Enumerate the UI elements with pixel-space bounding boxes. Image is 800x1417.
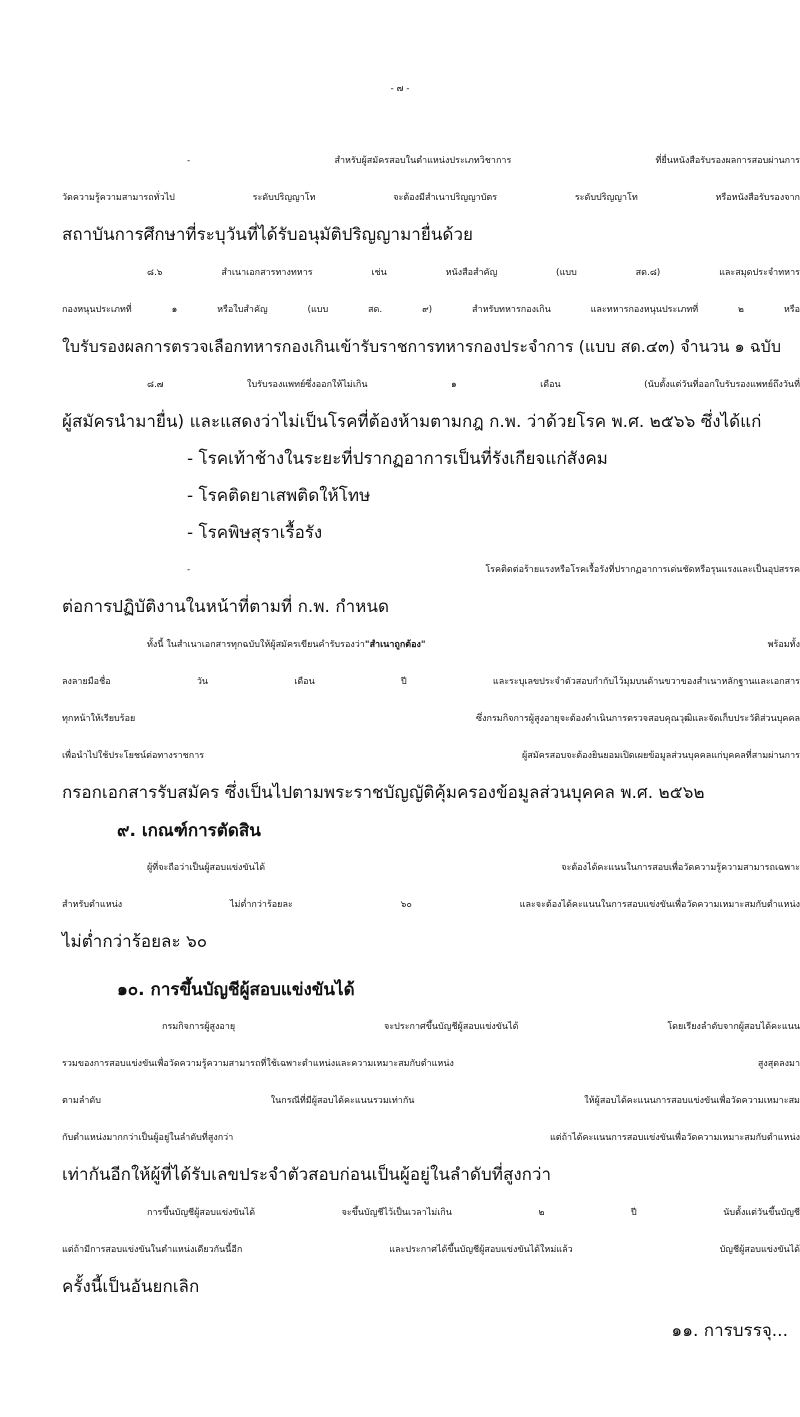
continuation-note: ๑๑. การบรรจุ... xyxy=(671,1321,788,1341)
paragraph-line: เท่ากันอีกให้ผู้ที่ได้รับเลขประจำตัวสอบก่อนเป็นผู้อยู่ในลำดับที่สูงกว่า xyxy=(62,1165,551,1185)
paragraph-line: ทุกหน้าให้เรียบร้อย ซึ่งกรมกิจการผู้สูงอายุจะต้องดำเนินการตรวจสอบคุณวุฒิและจัดเก็บประวัติส่วนบุคคล xyxy=(62,714,800,724)
paragraph-line: ตามลำดับ ในกรณีที่มีผู้สอบได้คะแนนรวมเท่ากัน ให้ผู้สอบได้คะแนนการสอบแข่งขันเพื่อวัดความเหมาะสม xyxy=(62,1096,800,1106)
paragraph-line: สถาบันการศึกษาที่ระบุวันที่ได้รับอนุมัติปริญญามายื่นด้วย xyxy=(62,225,473,245)
paragraph-line: กรอกเอกสารรับสมัคร ซึ่งเป็นไปตามพระราชบัญญัติคุ้มครองข้อมูลส่วนบุคคล พ.ศ. ๒๕๖๒ xyxy=(62,783,705,803)
certify-line-1 xyxy=(147,634,800,656)
paragraph-line: ใบรับรองผลการตรวจเลือกทหารกองเกินเข้ารับราชการทหารกองประจำการ (แบบ สด.๔๓) จำนวน ๑ ฉบับ xyxy=(62,337,781,356)
certify-emphasis: "สำเนาถูกต้อง" xyxy=(364,640,426,650)
paragraph-line: การขึ้นบัญชีผู้สอบแข่งขันได้ จะขึ้นบัญชีไว้เป็นเวลาไม่เกิน ๒ ปี นับตั้งแต่วันขึ้นบัญชี xyxy=(147,1208,800,1218)
paragraph-line: แต่ถ้ามีการสอบแข่งขันในตำแหน่งเดียวกันนี้อีก และประกาศได้ขึ้นบัญชีผู้สอบแข่งขันได้ใหม่แล้ว บัญชีผู้สอบแข่งขันได้ xyxy=(62,1245,800,1255)
disease-item: - โรคติดยาเสพติดให้โทษ xyxy=(187,486,371,506)
certify-text-post: พร้อมทั้ง xyxy=(767,640,800,650)
paragraph-line: สำหรับตำแหน่ง ไม่ต่ำกว่าร้อยละ ๖๐ และจะต้องได้คะแนนในการสอบแข่งขันเพื่อวัดความเหมาะสมกับตำแหน่ง xyxy=(62,900,800,910)
paragraph-line: กับตำแหน่งมากกว่าเป็นผู้อยู่ในลำดับที่สูงกว่า แต่ถ้าได้คะแนนการสอบแข่งขันเพื่อวัดความเหมาะสมกับตำแหน่ง xyxy=(62,1133,800,1143)
page-number: - ๗ - xyxy=(390,84,410,94)
paragraph-line: กรมกิจการผู้สูงอายุ จะประกาศขึ้นบัญชีผู้สอบแข่งขันได้ โดยเรียงลำดับจากผู้สอบได้คะแนน xyxy=(162,1022,800,1032)
disease-item: - โรคติดต่อร้ายแรงหรือโรคเรื้อรังที่ปรากฏอาการเด่นชัดหรือรุนแรงและเป็นอุปสรรค xyxy=(187,565,800,575)
paragraph-line: ๘.๖ สำเนาเอกสารทางทหาร เช่น หนังสือสำคัญ (แบบ สด.๘) และสมุดประจำทหาร xyxy=(147,268,800,278)
paragraph-line: ผู้ที่จะถือว่าเป็นผู้สอบแข่งขันได้ จะต้องได้คะแนนในการสอบเพื่อวัดความรู้ความสามารถเฉพาะ xyxy=(147,863,800,873)
paragraph-line: รวมของการสอบแข่งขันเพื่อวัดความรู้ความสามารถที่ใช้เฉพาะตำแหน่งและความเหมาะสมกับตำแหน่ง สูงสุดลงมา xyxy=(62,1059,800,1069)
paragraph-line: ผู้สมัครนำมายื่น) และแสดงว่าไม่เป็นโรคที่ต้องห้ามตามกฎ ก.พ. ว่าด้วยโรค พ.ศ. ๒๕๖๖ ซึ่งได้แก่ xyxy=(62,412,762,432)
paragraph-line: เพื่อนำไปใช้ประโยชน์ต่อทางราชการ ผู้สมัครสอบจะต้องยินยอมเปิดเผยข้อมูลส่วนบุคคลแก่บุคคลที่สามผ่านการ xyxy=(62,751,800,761)
disease-item: - โรคพิษสุราเรื้อรัง xyxy=(187,523,323,543)
paragraph-line: ๘.๗ ใบรับรองแพทย์ซึ่งออกให้ไม่เกิน ๑ เดือน (นับตั้งแต่วันที่ออกใบรับรองแพทย์ถึงวันที่ xyxy=(147,380,800,390)
disease-item: ต่อการปฏิบัติงานในหน้าที่ตามที่ ก.พ. กำหนด xyxy=(62,597,390,617)
paragraph-line: - สำหรับผู้สมัครสอบในตำแหน่งประเภทวิชาการ ที่ยื่นหนังสือรับรองผลการสอบผ่านการ xyxy=(187,156,800,166)
paragraph-line: วัดความรู้ความสามารถทั่วไป ระดับปริญญาโท จะต้องมีสำเนาปริญญาบัตร ระดับปริญญาโท หรือหนังสือรับรองจาก xyxy=(62,193,800,203)
paragraph-line: ลงลายมือชื่อ วัน เดือน ปี และระบุเลขประจำตัวสอบกำกับไว้มุมบนด้านขวาของสำเนาหลักฐานและเอกสาร xyxy=(62,677,800,687)
paragraph-line: ไม่ต่ำกว่าร้อยละ ๖๐ xyxy=(62,932,208,952)
paragraph-line: ครั้งนี้เป็นอันยกเลิก xyxy=(62,1277,200,1297)
section-9-heading: ๙. เกณฑ์การตัดสิน xyxy=(117,821,261,841)
disease-item: - โรคเท้าช้างในระยะที่ปรากฏอาการเป็นที่รังเกียจแก่สังคม xyxy=(187,449,608,469)
paragraph-line: กองหนุนประเภทที่ ๑ หรือใบสำคัญ (แบบ สด. ๙) สำหรับทหารกองเกิน และทหารกองหนุนประเภทที่ ๒ หรือ xyxy=(62,305,800,315)
certify-text-pre: ทั้งนี้ ในสำเนาเอกสารทุกฉบับให้ผู้สมัครเขียนคำรับรองว่า xyxy=(147,640,365,650)
section-10-heading: ๑๐. การขึ้นบัญชีผู้สอบแข่งขันได้ xyxy=(117,980,355,1000)
